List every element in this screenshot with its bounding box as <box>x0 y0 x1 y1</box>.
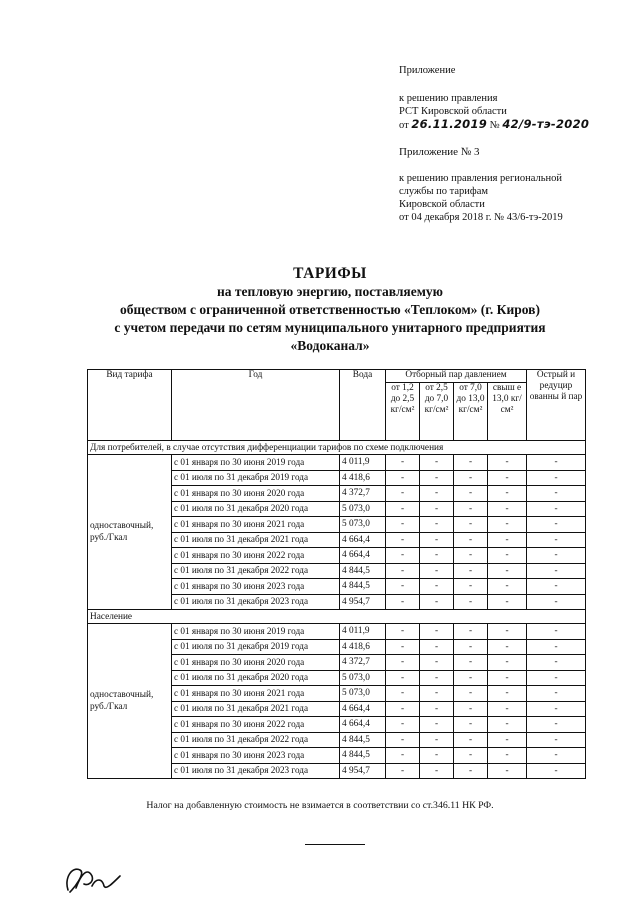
decision-number-prefix: № <box>489 120 500 131</box>
empty-value-cell: - <box>386 486 420 502</box>
section-title: Для потребителей, в случае отсутствия дифференциации тарифов по схеме подключения <box>88 441 586 455</box>
table-row <box>88 624 586 640</box>
header-water: Вода <box>340 370 386 441</box>
empty-value-cell: - <box>488 686 527 702</box>
empty-value-cell: - <box>386 732 420 748</box>
empty-value-cell: - <box>420 748 454 764</box>
empty-value-cell: - <box>386 548 420 564</box>
empty-value-cell: - <box>527 517 586 533</box>
empty-value-cell: - <box>527 639 586 655</box>
empty-value-cell: - <box>386 717 420 733</box>
decision-line-2: РСТ Кировской области <box>399 106 507 117</box>
period-cell: с 01 января по 30 июня 2022 года <box>172 717 340 733</box>
annex3-line-4: от 04 декабря 2018 г. № 43/6-тэ-2019 <box>399 212 563 223</box>
empty-value-cell: - <box>454 639 488 655</box>
water-value-cell: 4 372,7 <box>340 486 386 502</box>
empty-value-cell: - <box>420 624 454 640</box>
tariff-type-cell: одноставочный, руб./Гкал <box>88 624 172 779</box>
empty-value-cell: - <box>488 517 527 533</box>
empty-value-cell: - <box>527 486 586 502</box>
empty-value-cell: - <box>420 532 454 548</box>
period-cell: с 01 января по 30 июня 2019 года <box>172 455 340 471</box>
water-value-cell: 4 664,4 <box>340 717 386 733</box>
period-cell: с 01 июля по 31 декабря 2020 года <box>172 670 340 686</box>
empty-value-cell: - <box>420 670 454 686</box>
empty-value-cell: - <box>420 563 454 579</box>
empty-value-cell: - <box>386 501 420 517</box>
empty-value-cell: - <box>454 486 488 502</box>
empty-value-cell: - <box>488 563 527 579</box>
decision-date: 26.11.2019 <box>411 117 488 131</box>
empty-value-cell: - <box>420 579 454 595</box>
empty-value-cell: - <box>527 670 586 686</box>
annex3-label: Приложение № 3 <box>399 146 480 158</box>
empty-value-cell: - <box>454 470 488 486</box>
empty-value-cell: - <box>386 594 420 610</box>
decision-line-1: к решению правления <box>399 93 498 104</box>
water-value-cell: 4 011,9 <box>340 624 386 640</box>
empty-value-cell: - <box>527 748 586 764</box>
empty-value-cell: - <box>386 701 420 717</box>
header-steam-2: от 2,5 до 7,0 кг/см² <box>420 383 454 441</box>
empty-value-cell: - <box>527 624 586 640</box>
empty-value-cell: - <box>386 532 420 548</box>
vat-note: Налог на добавленную стоимость не взимается в соответствии со ст.346.11 НК РФ. <box>146 800 494 811</box>
empty-value-cell: - <box>454 501 488 517</box>
empty-value-cell: - <box>488 763 527 779</box>
water-value-cell: 4 844,5 <box>340 732 386 748</box>
period-cell: с 01 июля по 31 декабря 2020 года <box>172 501 340 517</box>
empty-value-cell: - <box>454 594 488 610</box>
empty-value-cell: - <box>488 670 527 686</box>
period-cell: с 01 июля по 31 декабря 2023 года <box>172 594 340 610</box>
empty-value-cell: - <box>420 548 454 564</box>
empty-value-cell: - <box>420 517 454 533</box>
decision-ref <box>399 118 589 132</box>
annex3-line-1: к решению правления региональной <box>399 173 563 184</box>
title-line-3: с учетом передачи по сетям муниципального унитарного предприятия <box>114 320 546 335</box>
empty-value-cell: - <box>488 748 527 764</box>
empty-value-cell: - <box>527 470 586 486</box>
empty-value-cell: - <box>454 517 488 533</box>
empty-value-cell: - <box>420 594 454 610</box>
header-sharp-steam: Острый и редуцир ованны й пар <box>527 370 586 441</box>
period-cell: с 01 января по 30 июня 2023 года <box>172 579 340 595</box>
document-title <box>60 265 600 355</box>
empty-value-cell: - <box>454 455 488 471</box>
title-line-2: обществом с ограниченной ответственностью «Теплоком» (г. Киров) <box>120 302 540 317</box>
empty-value-cell: - <box>454 701 488 717</box>
period-cell: с 01 января по 30 июня 2021 года <box>172 686 340 702</box>
empty-value-cell: - <box>527 686 586 702</box>
empty-value-cell: - <box>488 470 527 486</box>
section-row <box>88 610 586 624</box>
period-cell: с 01 января по 30 июня 2020 года <box>172 486 340 502</box>
empty-value-cell: - <box>454 563 488 579</box>
empty-value-cell: - <box>454 579 488 595</box>
empty-value-cell: - <box>488 532 527 548</box>
water-value-cell: 5 073,0 <box>340 517 386 533</box>
empty-value-cell: - <box>386 455 420 471</box>
period-cell: с 01 июля по 31 декабря 2021 года <box>172 701 340 717</box>
period-cell: с 01 июля по 31 декабря 2021 года <box>172 532 340 548</box>
empty-value-cell: - <box>454 532 488 548</box>
empty-value-cell: - <box>454 670 488 686</box>
title-line-4: «Водоканал» <box>290 338 370 353</box>
annex-label: Приложение <box>399 65 456 76</box>
empty-value-cell: - <box>420 486 454 502</box>
empty-value-cell: - <box>386 686 420 702</box>
empty-value-cell: - <box>420 763 454 779</box>
tariff-type-cell: одноставочный, руб./Гкал <box>88 455 172 610</box>
empty-value-cell: - <box>420 686 454 702</box>
tariff-table-body <box>88 441 586 779</box>
header-steam-3: от 7,0 до 13,0 кг/см² <box>454 383 488 441</box>
water-value-cell: 5 073,0 <box>340 501 386 517</box>
empty-value-cell: - <box>488 594 527 610</box>
separator-line <box>305 844 365 845</box>
section-title: Население <box>88 610 586 624</box>
period-cell: с 01 января по 30 июня 2019 года <box>172 624 340 640</box>
empty-value-cell: - <box>527 532 586 548</box>
water-value-cell: 4 664,4 <box>340 532 386 548</box>
header-year: Год <box>172 370 340 441</box>
empty-value-cell: - <box>454 763 488 779</box>
empty-value-cell: - <box>527 501 586 517</box>
period-cell: с 01 января по 30 июня 2022 года <box>172 548 340 564</box>
empty-value-cell: - <box>454 748 488 764</box>
header-tariff-type: Вид тарифа <box>88 370 172 441</box>
empty-value-cell: - <box>420 655 454 671</box>
empty-value-cell: - <box>488 732 527 748</box>
title-line-1: на тепловую энергию, поставляемую <box>217 284 443 299</box>
empty-value-cell: - <box>527 579 586 595</box>
empty-value-cell: - <box>488 501 527 517</box>
empty-value-cell: - <box>488 579 527 595</box>
water-value-cell: 5 073,0 <box>340 670 386 686</box>
empty-value-cell: - <box>527 763 586 779</box>
water-value-cell: 4 664,4 <box>340 701 386 717</box>
empty-value-cell: - <box>488 717 527 733</box>
empty-value-cell: - <box>386 748 420 764</box>
empty-value-cell: - <box>454 655 488 671</box>
period-cell: с 01 июля по 31 декабря 2022 года <box>172 563 340 579</box>
empty-value-cell: - <box>420 455 454 471</box>
period-cell: с 01 июля по 31 декабря 2023 года <box>172 763 340 779</box>
water-value-cell: 5 073,0 <box>340 686 386 702</box>
empty-value-cell: - <box>488 701 527 717</box>
header-steam-group: Отборный пар давлением <box>386 370 527 383</box>
period-cell: с 01 июля по 31 декабря 2022 года <box>172 732 340 748</box>
empty-value-cell: - <box>386 655 420 671</box>
annex3-line-3: Кировской области <box>399 199 485 210</box>
empty-value-cell: - <box>386 639 420 655</box>
water-value-cell: 4 954,7 <box>340 763 386 779</box>
empty-value-cell: - <box>420 732 454 748</box>
empty-value-cell: - <box>420 501 454 517</box>
empty-value-cell: - <box>386 579 420 595</box>
empty-value-cell: - <box>386 670 420 686</box>
empty-value-cell: - <box>527 717 586 733</box>
empty-value-cell: - <box>527 548 586 564</box>
empty-value-cell: - <box>454 548 488 564</box>
empty-value-cell: - <box>386 517 420 533</box>
empty-value-cell: - <box>488 486 527 502</box>
tariff-table <box>87 369 586 779</box>
empty-value-cell: - <box>488 548 527 564</box>
empty-value-cell: - <box>386 624 420 640</box>
annex3-line-2: службы по тарифам <box>399 186 488 197</box>
water-value-cell: 4 844,5 <box>340 748 386 764</box>
empty-value-cell: - <box>527 455 586 471</box>
empty-value-cell: - <box>386 763 420 779</box>
water-value-cell: 4 844,5 <box>340 563 386 579</box>
empty-value-cell: - <box>420 639 454 655</box>
empty-value-cell: - <box>420 701 454 717</box>
empty-value-cell: - <box>386 470 420 486</box>
empty-value-cell: - <box>527 701 586 717</box>
period-cell: с 01 июля по 31 декабря 2019 года <box>172 639 340 655</box>
signature-icon <box>62 858 132 898</box>
water-value-cell: 4 954,7 <box>340 594 386 610</box>
empty-value-cell: - <box>454 624 488 640</box>
decision-from: от <box>399 120 409 131</box>
empty-value-cell: - <box>488 639 527 655</box>
empty-value-cell: - <box>386 563 420 579</box>
empty-value-cell: - <box>527 655 586 671</box>
water-value-cell: 4 418,6 <box>340 470 386 486</box>
table-row <box>88 455 586 471</box>
empty-value-cell: - <box>488 655 527 671</box>
empty-value-cell: - <box>488 455 527 471</box>
section-row <box>88 441 586 455</box>
header-steam-1: от 1,2 до 2,5 кг/см² <box>386 383 420 441</box>
period-cell: с 01 января по 30 июня 2021 года <box>172 517 340 533</box>
water-value-cell: 4 664,4 <box>340 548 386 564</box>
water-value-cell: 4 372,7 <box>340 655 386 671</box>
title-main: ТАРИФЫ <box>293 265 367 282</box>
empty-value-cell: - <box>420 470 454 486</box>
header-steam-4: свыш е 13,0 кг/см² <box>488 383 527 441</box>
empty-value-cell: - <box>527 732 586 748</box>
period-cell: с 01 июля по 31 декабря 2019 года <box>172 470 340 486</box>
water-value-cell: 4 844,5 <box>340 579 386 595</box>
empty-value-cell: - <box>527 594 586 610</box>
empty-value-cell: - <box>527 563 586 579</box>
empty-value-cell: - <box>420 717 454 733</box>
period-cell: с 01 января по 30 июня 2020 года <box>172 655 340 671</box>
empty-value-cell: - <box>488 624 527 640</box>
empty-value-cell: - <box>454 732 488 748</box>
water-value-cell: 4 418,6 <box>340 639 386 655</box>
decision-number: 42/9-тэ-2020 <box>502 117 590 131</box>
period-cell: с 01 января по 30 июня 2023 года <box>172 748 340 764</box>
empty-value-cell: - <box>454 686 488 702</box>
empty-value-cell: - <box>454 717 488 733</box>
water-value-cell: 4 011,9 <box>340 455 386 471</box>
